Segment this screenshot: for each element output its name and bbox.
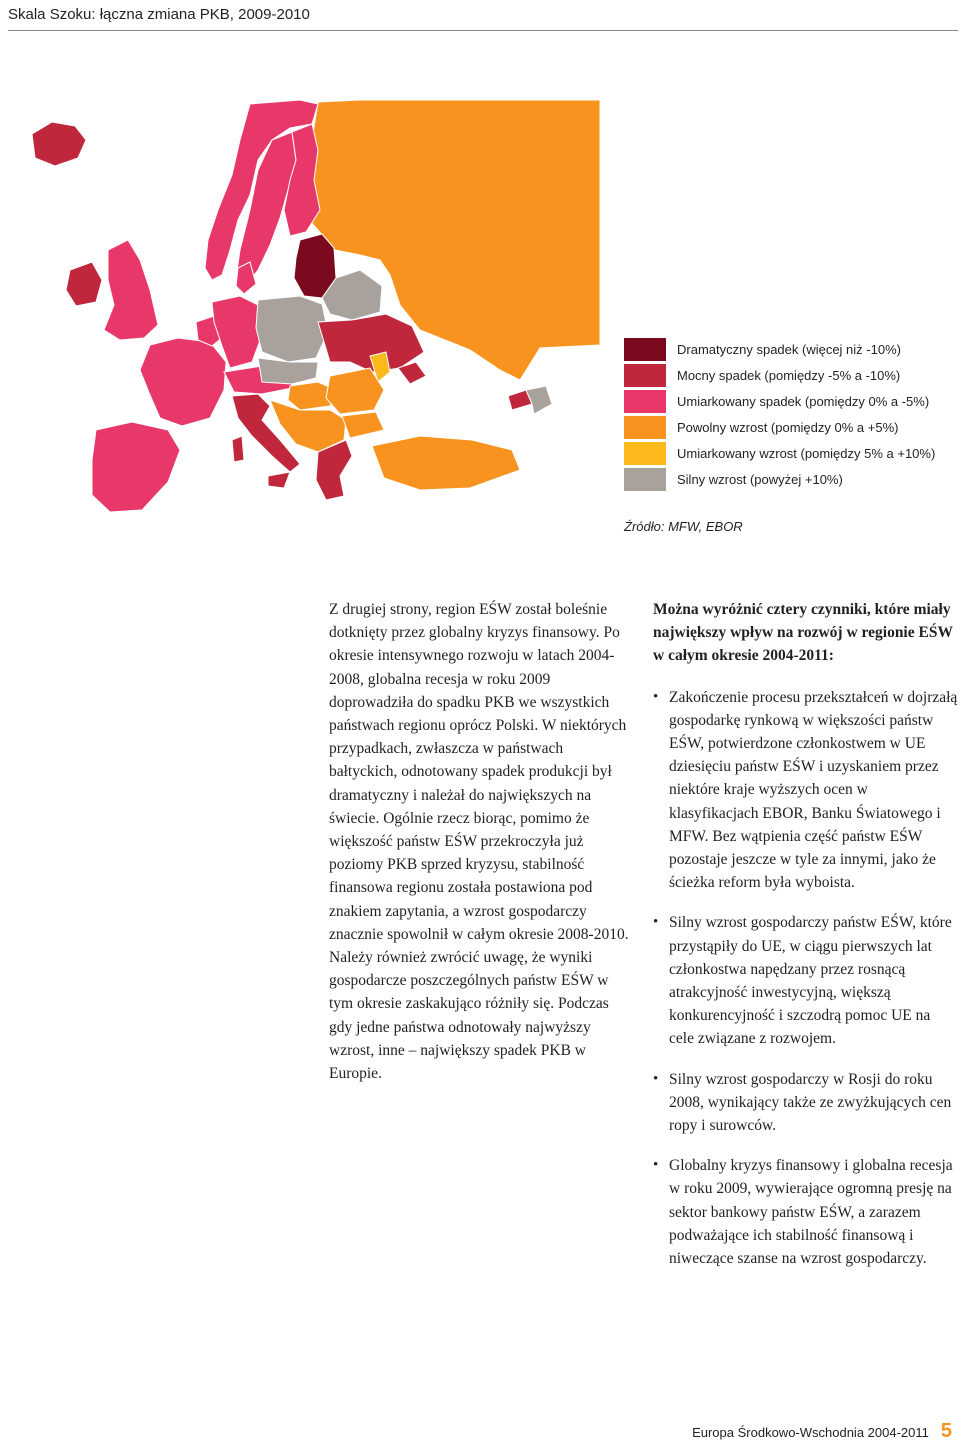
- legend-swatch: [624, 442, 666, 465]
- bulgaria: [342, 412, 384, 438]
- southern-europe: [232, 386, 552, 500]
- legend-label: Dramatyczny spadek (więcej niż -10%): [677, 341, 901, 357]
- nordic-region: [32, 100, 320, 288]
- list-item-text: Silny wzrost gospodarczy w Rosji do roku 2008, wynikający także ze zwyżkujących cen ropy i surowców.: [669, 1070, 952, 1135]
- legend-swatch: [624, 364, 666, 387]
- legend-label: Umiarkowany wzrost (pomiędzy 5% a +10%): [677, 445, 936, 461]
- legend-item-moderate-decline: [624, 388, 954, 414]
- turkey: [372, 436, 520, 490]
- map-legend: [624, 336, 954, 492]
- right-column: [653, 598, 958, 1287]
- list-item-text: Silny wzrost gospodarczy państw EŚW, które przystąpiły do UE, w ciągu pierwszych lat członkostwa napędzany przez rosnącą atrakcyjność inwestycyjną, większą konkurencyjność i szczodrą pomoc UE na cele związane z rozwojem.: [669, 914, 952, 1048]
- legend-item-moderate-growth: [624, 440, 954, 466]
- legend-swatch: [624, 338, 666, 361]
- czech-slovakia: [258, 358, 318, 384]
- footer-title: Europa Środkowo-Wschodnia 2004-2011: [692, 1425, 929, 1440]
- bullet-icon: •: [653, 1157, 659, 1174]
- iceland: [32, 122, 86, 166]
- list-item: [653, 911, 958, 1050]
- factors-heading: Można wyróżnić cztery czynniki, które miały największy wpływ na rozwój w regionie EŚW w całym okresie 2004-2011:: [653, 601, 953, 665]
- page-number: 5: [940, 1420, 952, 1442]
- list-item-text: Zakończenie procesu przekształceń w dojrzałą gospodarkę rynkową w większości państw EŚW, potwierdzone członkostwem w UE dziesięciu państw EŚW i uzyskaniem przez niektóre kraje wyższych ocen w klasyfikacjach EBOR, Banku Światowego i MFW. Bez wątpienia część państw EŚW pozostaje jeszcze w tyle za innymi, jako że ścieżka reform była wyboista.: [669, 688, 958, 892]
- list-item: [653, 686, 958, 895]
- legend-item-dramatic-decline: [624, 336, 954, 362]
- legend-swatch: [624, 390, 666, 413]
- legend-label: Mocny spadek (pomiędzy -5% a -10%): [677, 367, 901, 383]
- france: [140, 338, 226, 426]
- legend-item-slow-growth: [624, 414, 954, 440]
- legend-label: Silny wzrost (powyżej +10%): [677, 471, 843, 487]
- legend-item-strong-growth: [624, 466, 954, 492]
- legend-swatch: [624, 416, 666, 439]
- bullet-icon: •: [653, 914, 659, 931]
- page-footer: [692, 1420, 952, 1443]
- factors-list: [653, 686, 958, 1271]
- caucasus-armenia-azerbaijan: [526, 386, 552, 414]
- bullet-icon: •: [653, 1070, 659, 1087]
- list-item: [653, 1154, 958, 1270]
- legend-swatch: [624, 468, 666, 491]
- sicily: [268, 472, 290, 488]
- iberia: [92, 422, 180, 512]
- ireland: [66, 262, 102, 306]
- legend-label: Powolny wzrost (pomiędzy 0% a +5%): [677, 419, 899, 435]
- left-column: [329, 598, 629, 1085]
- sardinia: [232, 436, 244, 462]
- great-britain: [104, 240, 158, 340]
- page-title: Skala Szoku: łączna zmiana PKB, 2009-2010: [8, 6, 958, 31]
- ukraine: [318, 314, 424, 372]
- legend-label: Umiarkowany spadek (pomiędzy 0% a -5%): [677, 393, 930, 409]
- europe-map: [0, 100, 600, 520]
- western-europe: [66, 240, 292, 512]
- source-note: Źródło: MFW, EBOR: [624, 519, 743, 534]
- poland: [256, 296, 328, 362]
- list-item: [653, 1068, 958, 1138]
- legend-item-strong-decline: [624, 362, 954, 388]
- body-paragraph: Z drugiej strony, region EŚW został boleśnie dotknięty przez globalny kryzys finansowy. Po okresie intensywnego rozwoju w latach 2004-2008, globalna recesja w roku 2009 doprowadziła do spadku PKB we wszystkich państwach regionu oprócz Polski. W niektórych przypadkach, zwłaszcza w państwach bałtyckich, odnotowany spadek produkcji był dramatyczny i należał do największych na świecie. Ogólnie rzecz biorąc, pomimo że większość państw EŚW przekroczyła już poziomy PKB sprzed kryzysu, stabilność finansowa regionu została postawiona pod znakiem zapytania, a wzrost gospodarczy znacznie spowolnił w całym okresie 2008-2010. Należy również zwrócić uwagę, że wyniki gospodarcze poszczególnych państw EŚW w tym okresie zaskakująco różniły się. Podczas gdy jedne państwa odnotowały najwyższy wzrost, inne – największy spadek PKB w Europie.: [329, 601, 629, 1083]
- bullet-icon: •: [653, 688, 659, 705]
- list-item-text: Globalny kryzys finansowy i globalna recesja w roku 2009, wywierające ogromną presję na sektor bankowy państw EŚW, a zarazem podważające ich stabilność finansową i niweczące szanse na wzrost gospodarczy.: [669, 1157, 953, 1268]
